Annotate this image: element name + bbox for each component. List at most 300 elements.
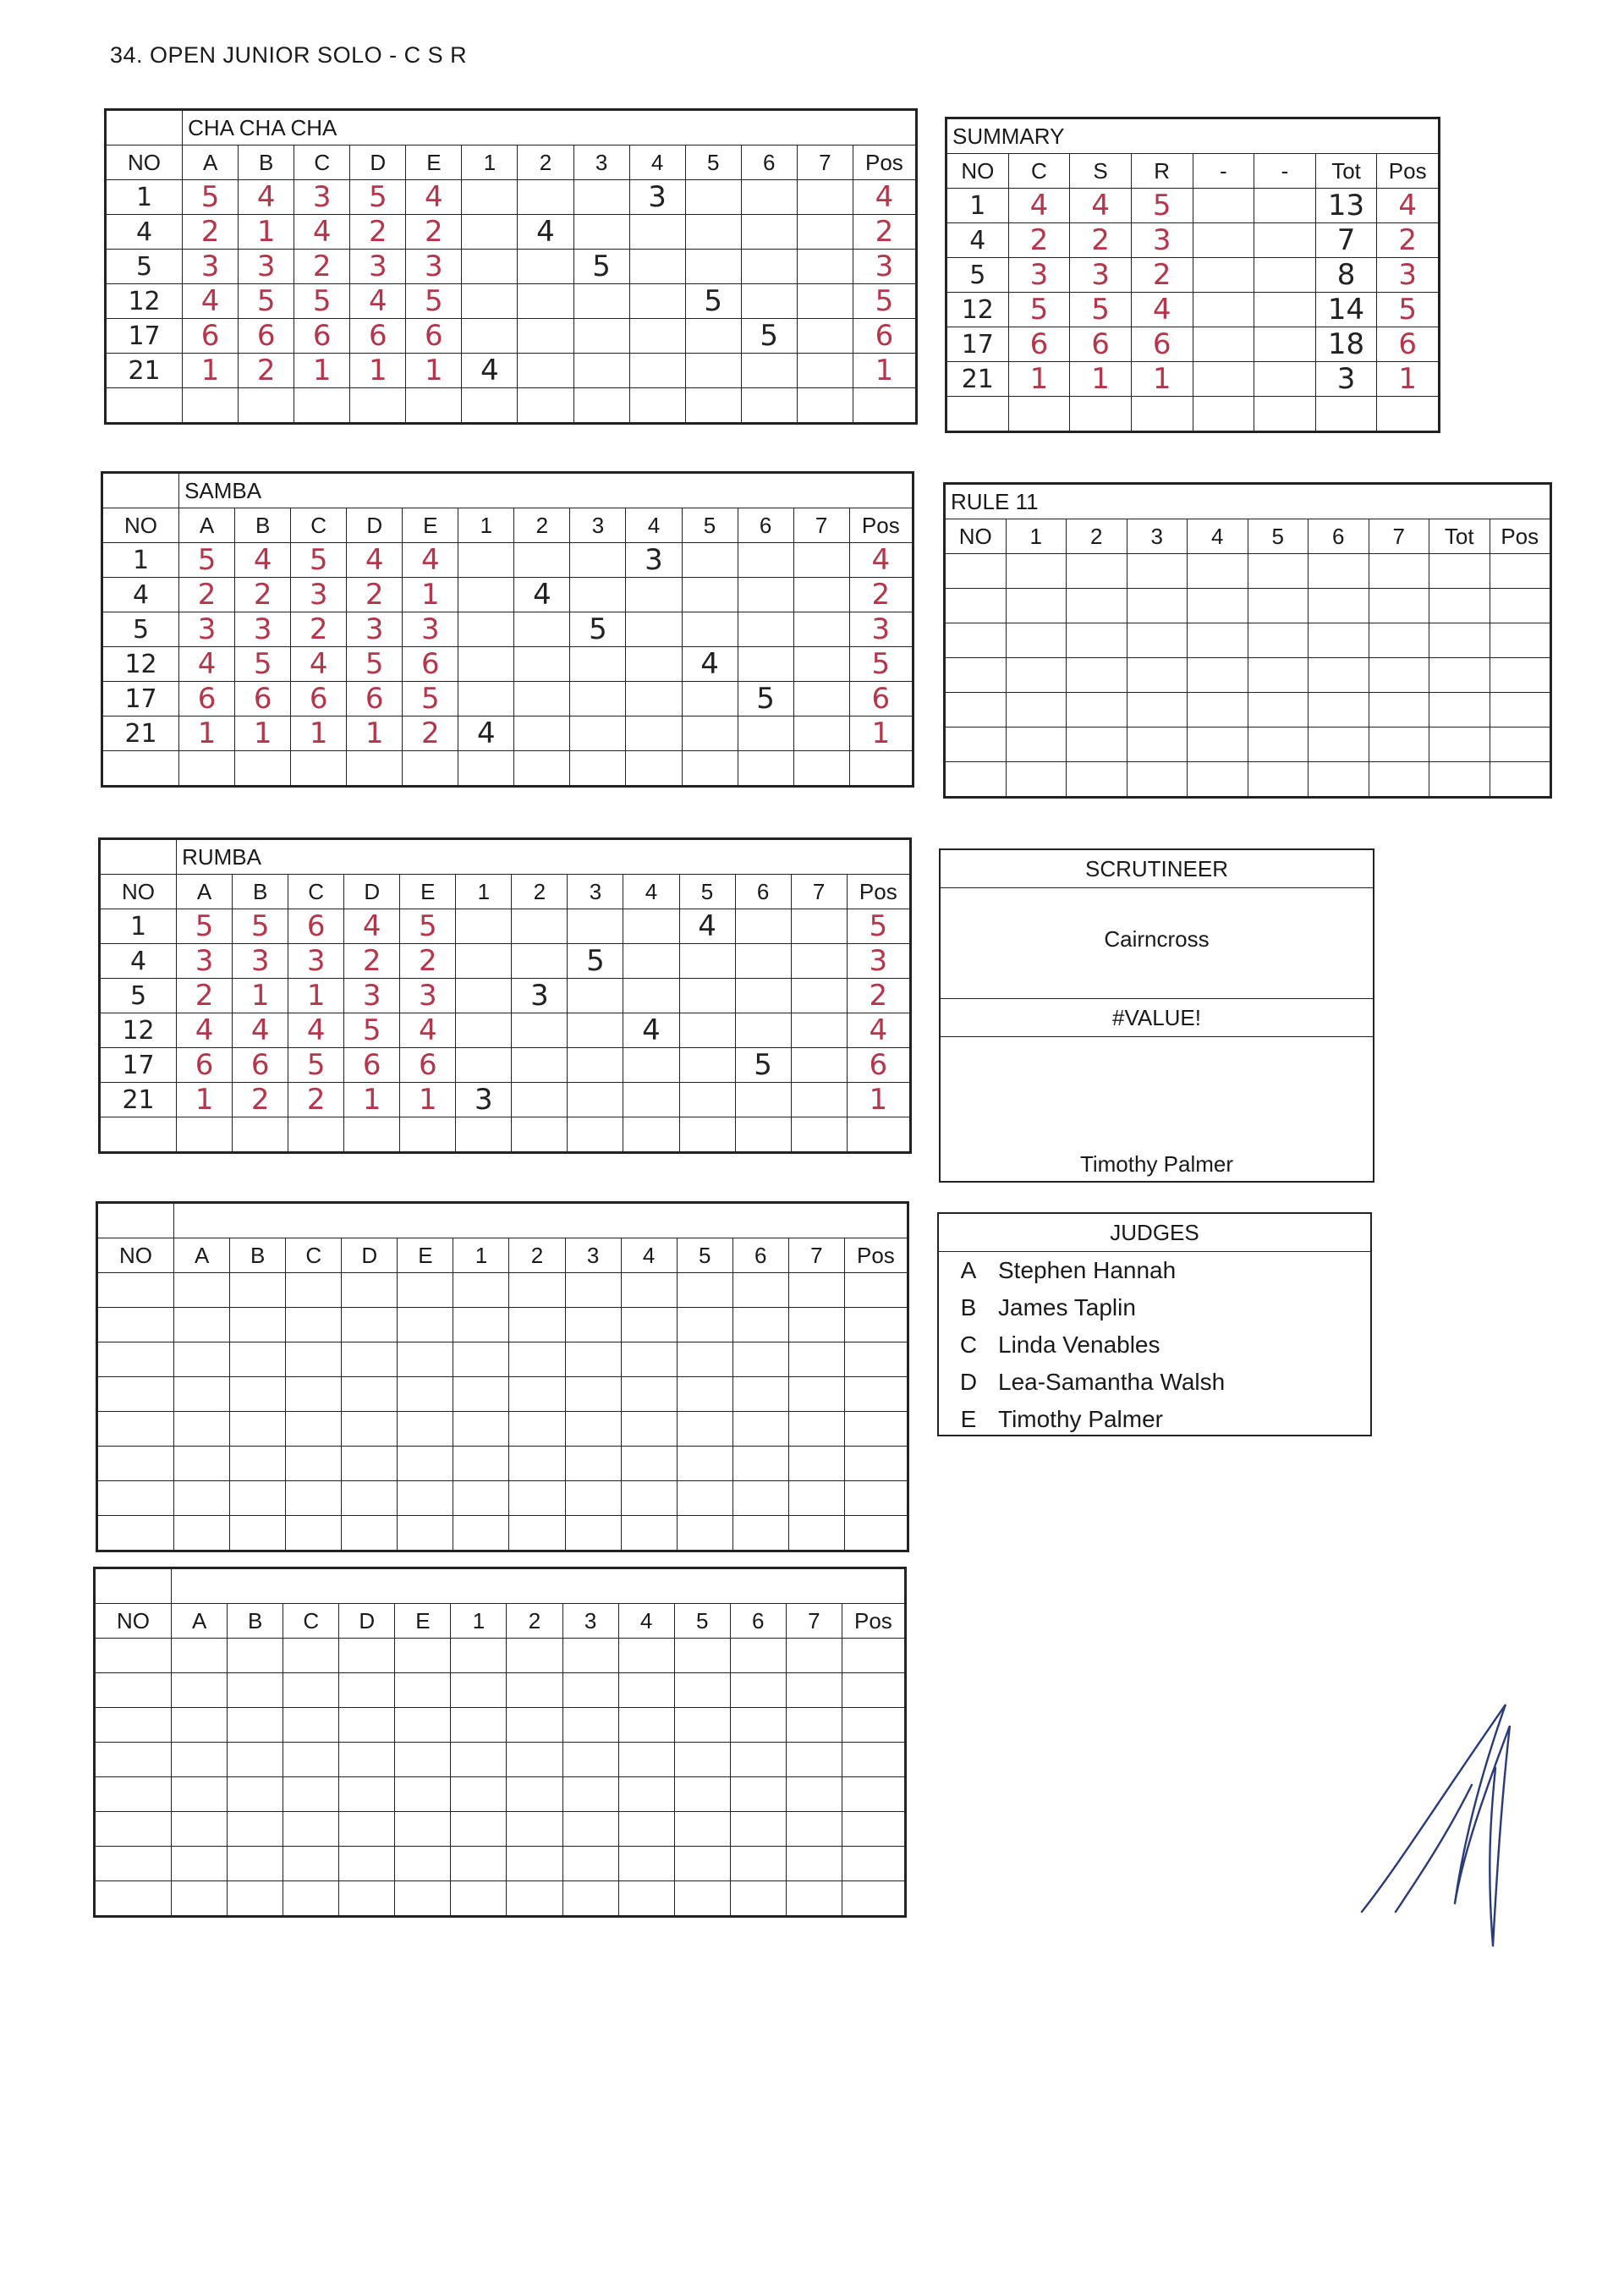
dance-placing: 6 xyxy=(1070,327,1132,362)
column-header: D xyxy=(342,1238,398,1273)
empty-cell xyxy=(1193,327,1254,362)
empty-cell xyxy=(172,1708,228,1743)
empty-cell xyxy=(685,180,741,215)
scrutineer-signer: Timothy Palmer xyxy=(1079,1151,1234,1177)
judge-mark: 6 xyxy=(233,1048,288,1083)
column-header: 5 xyxy=(1248,519,1309,554)
judge-mark: 2 xyxy=(235,578,291,612)
table-row xyxy=(107,250,916,284)
empty-cell xyxy=(1309,554,1369,589)
empty-cell xyxy=(842,1673,904,1708)
table-row xyxy=(96,1777,905,1812)
judge-letter: B xyxy=(960,1294,977,1320)
empty-cell xyxy=(946,658,1007,693)
empty-cell xyxy=(735,979,791,1013)
column-header: NO xyxy=(101,875,177,909)
empty-cell xyxy=(98,1412,174,1447)
empty-cell xyxy=(514,612,570,647)
empty-cell xyxy=(507,1673,562,1708)
judge-mark: 4 xyxy=(294,215,350,250)
empty-cell xyxy=(573,215,629,250)
table-row xyxy=(107,284,916,319)
judges-heading: JUDGES xyxy=(939,1214,1370,1252)
empty-cell xyxy=(453,1516,509,1551)
empty-cell xyxy=(791,909,847,944)
empty-cell xyxy=(685,319,741,354)
empty-cell xyxy=(844,1481,907,1516)
judge-mark: 1 xyxy=(179,717,235,751)
empty-cell xyxy=(573,388,629,423)
majority-count: 3 xyxy=(629,180,685,215)
empty-cell xyxy=(842,1881,904,1916)
empty-cell xyxy=(228,1673,283,1708)
empty-cell xyxy=(458,682,514,717)
empty-cell xyxy=(283,1743,339,1777)
empty-cell xyxy=(456,1013,512,1048)
empty-cell xyxy=(453,1447,509,1481)
table-row xyxy=(101,909,910,944)
empty-cell xyxy=(730,1708,786,1743)
total: 7 xyxy=(1315,223,1377,258)
judge-mark: 1 xyxy=(291,717,347,751)
empty-cell xyxy=(1254,223,1316,258)
table-row xyxy=(98,1412,908,1447)
empty-cell xyxy=(1006,762,1067,797)
empty-cell xyxy=(1309,727,1369,762)
couple-number: 4 xyxy=(103,578,179,612)
dance-table-rumba xyxy=(98,837,912,1154)
empty-cell xyxy=(1369,762,1429,797)
empty-cell xyxy=(788,1377,844,1412)
dance-placing: 3 xyxy=(1070,258,1132,293)
empty-cell xyxy=(339,1812,395,1847)
final-placing: 5 xyxy=(1377,293,1439,327)
column-header: 5 xyxy=(677,1238,732,1273)
placing: 2 xyxy=(847,979,909,1013)
judge-mark: 4 xyxy=(400,1013,456,1048)
couple-number: 21 xyxy=(107,354,183,388)
empty-cell xyxy=(618,1881,674,1916)
empty-cell xyxy=(565,1481,621,1516)
empty-cell xyxy=(398,1377,453,1412)
judge-mark: 5 xyxy=(294,284,350,319)
empty-cell xyxy=(288,1117,344,1152)
judge-entry xyxy=(939,1364,1370,1401)
judge-mark: 1 xyxy=(177,1083,233,1117)
empty-cell xyxy=(732,1447,788,1481)
empty-cell xyxy=(398,1481,453,1516)
column-header: Pos xyxy=(1377,154,1439,189)
empty-cell xyxy=(682,543,738,578)
empty-cell xyxy=(629,284,685,319)
empty-cell xyxy=(1006,589,1067,623)
judge-mark: 6 xyxy=(235,682,291,717)
empty-cell xyxy=(623,1083,679,1117)
judge-mark: 2 xyxy=(294,250,350,284)
empty-cell xyxy=(679,1048,735,1083)
empty-cell xyxy=(509,1273,565,1308)
empty-cell xyxy=(946,623,1007,658)
couple-number: 4 xyxy=(101,944,177,979)
empty-cell xyxy=(685,388,741,423)
column-header: 1 xyxy=(451,1604,507,1639)
judge-mark: 2 xyxy=(291,612,347,647)
empty-cell xyxy=(730,1777,786,1812)
dance-table-samba xyxy=(101,471,914,788)
empty-cell xyxy=(453,1377,509,1412)
empty-cell xyxy=(344,1117,400,1152)
column-header: 3 xyxy=(1127,519,1188,554)
judge-entry xyxy=(939,1289,1370,1326)
empty-cell xyxy=(230,1516,286,1551)
scrutineer-name: Cairncross xyxy=(1104,926,1210,952)
empty-cell xyxy=(791,979,847,1013)
empty-cell xyxy=(1188,623,1248,658)
empty-cell xyxy=(565,1516,621,1551)
column-header: C xyxy=(288,875,344,909)
empty-cell xyxy=(451,1881,507,1916)
empty-cell xyxy=(853,388,915,423)
empty-cell xyxy=(788,1273,844,1308)
empty-cell xyxy=(946,727,1007,762)
empty-cell xyxy=(1070,397,1132,431)
empty-cell xyxy=(96,1673,172,1708)
empty-cell xyxy=(844,1308,907,1342)
column-header: NO xyxy=(98,1238,174,1273)
empty-cell xyxy=(847,1117,909,1152)
judge-mark: 2 xyxy=(347,578,403,612)
couple-number: 17 xyxy=(107,319,183,354)
judge-letter: E xyxy=(960,1406,977,1432)
judge-mark: 3 xyxy=(235,612,291,647)
couple-number: 4 xyxy=(947,223,1009,258)
empty-cell xyxy=(629,354,685,388)
empty-cell xyxy=(565,1273,621,1308)
empty-cell xyxy=(735,1117,791,1152)
empty-cell xyxy=(677,1447,732,1481)
empty-cell xyxy=(286,1516,342,1551)
empty-cell xyxy=(1254,397,1316,431)
judge-mark: 1 xyxy=(400,1083,456,1117)
empty-cell xyxy=(842,1708,904,1743)
rule11-table xyxy=(943,482,1552,799)
empty-cell xyxy=(797,284,853,319)
judge-mark: 3 xyxy=(177,944,233,979)
empty-cell xyxy=(735,1083,791,1117)
empty-cell xyxy=(1248,658,1309,693)
couple-number: 5 xyxy=(103,612,179,647)
empty-cell xyxy=(1067,554,1127,589)
empty-cell xyxy=(1006,623,1067,658)
judge-mark: 1 xyxy=(235,717,291,751)
empty-cell xyxy=(1490,762,1550,797)
empty-cell xyxy=(514,717,570,751)
empty-cell xyxy=(514,751,570,786)
empty-cell xyxy=(741,215,797,250)
couple-number: 5 xyxy=(947,258,1009,293)
empty-cell xyxy=(674,1639,730,1673)
empty-cell xyxy=(1006,658,1067,693)
column-header: 2 xyxy=(507,1604,562,1639)
empty-cell xyxy=(674,1673,730,1708)
placing: 1 xyxy=(849,717,912,751)
empty-cell xyxy=(797,215,853,250)
corner-cell xyxy=(101,840,177,875)
column-header: S xyxy=(1070,154,1132,189)
empty-cell xyxy=(786,1847,842,1881)
empty-cell xyxy=(1429,554,1490,589)
rule11-grid xyxy=(945,484,1550,797)
empty-cell xyxy=(1369,554,1429,589)
empty-cell xyxy=(96,1708,172,1743)
judge-mark: 3 xyxy=(294,180,350,215)
table-row xyxy=(96,1639,905,1673)
empty-cell xyxy=(1193,293,1254,327)
judge-mark: 1 xyxy=(403,578,458,612)
empty-cell xyxy=(172,1847,228,1881)
empty-cell xyxy=(1254,327,1316,362)
empty-cell xyxy=(1369,693,1429,727)
empty-cell xyxy=(339,1708,395,1743)
majority-count: 4 xyxy=(462,354,518,388)
empty-cell xyxy=(562,1881,618,1916)
judge-mark: 1 xyxy=(294,354,350,388)
scrutineer-heading: SCRUTINEER xyxy=(941,850,1373,888)
empty-cell xyxy=(456,944,512,979)
empty-cell xyxy=(1127,727,1188,762)
column-header: C xyxy=(291,508,347,543)
judge-mark: 4 xyxy=(179,647,235,682)
judge-mark: 6 xyxy=(294,319,350,354)
empty-cell xyxy=(626,578,682,612)
empty-cell xyxy=(674,1777,730,1812)
empty-cell xyxy=(174,1447,230,1481)
judge-mark: 5 xyxy=(350,180,406,215)
empty-cell xyxy=(1067,658,1127,693)
empty-cell xyxy=(462,388,518,423)
empty-cell xyxy=(395,1777,451,1812)
judge-mark: 4 xyxy=(350,284,406,319)
column-header: 5 xyxy=(685,145,741,180)
empty-cell xyxy=(98,1516,174,1551)
empty-cell xyxy=(562,1639,618,1673)
table-row xyxy=(103,647,913,682)
couple-number: 17 xyxy=(103,682,179,717)
column-header: 6 xyxy=(1309,519,1369,554)
judge-name: Stephen Hannah xyxy=(998,1257,1177,1283)
judge-mark: 6 xyxy=(177,1048,233,1083)
empty-cell xyxy=(1193,189,1254,223)
empty-cell xyxy=(283,1777,339,1812)
column-header: B xyxy=(235,508,291,543)
empty-cell xyxy=(1490,693,1550,727)
couple-number: 21 xyxy=(947,362,1009,397)
empty-cell xyxy=(462,250,518,284)
empty-cell xyxy=(730,1812,786,1847)
empty-cell xyxy=(507,1777,562,1812)
couple-number: 1 xyxy=(107,180,183,215)
couple-number: 12 xyxy=(947,293,1009,327)
judge-mark: 6 xyxy=(179,682,235,717)
judge-mark: 4 xyxy=(347,543,403,578)
column-header: B xyxy=(233,875,288,909)
empty-cell xyxy=(512,944,568,979)
empty-cell xyxy=(342,1481,398,1516)
empty-cell xyxy=(453,1308,509,1342)
empty-cell xyxy=(1490,554,1550,589)
empty-cell xyxy=(228,1777,283,1812)
corner-cell xyxy=(98,1204,174,1238)
empty-cell xyxy=(565,1447,621,1481)
empty-cell xyxy=(1131,397,1193,431)
column-header: Pos xyxy=(842,1604,904,1639)
empty-cell xyxy=(797,388,853,423)
empty-cell xyxy=(1193,397,1254,431)
column-header: Pos xyxy=(844,1238,907,1273)
dance-name xyxy=(174,1204,908,1238)
empty-cell xyxy=(512,1117,568,1152)
empty-cell xyxy=(96,1812,172,1847)
majority-count: 4 xyxy=(679,909,735,944)
couple-number: 21 xyxy=(103,717,179,751)
placing: 4 xyxy=(853,180,915,215)
column-header: 2 xyxy=(518,145,573,180)
empty-cell xyxy=(730,1881,786,1916)
final-placing: 6 xyxy=(1377,327,1439,362)
couple-number: 12 xyxy=(101,1013,177,1048)
empty-cell xyxy=(1248,554,1309,589)
empty-cell xyxy=(230,1447,286,1481)
empty-cell xyxy=(844,1412,907,1447)
empty-cell xyxy=(1067,623,1127,658)
summary-grid xyxy=(946,118,1439,431)
empty-cell xyxy=(786,1743,842,1777)
table-row xyxy=(101,1048,910,1083)
empty-cell xyxy=(1067,693,1127,727)
judge-mark: 6 xyxy=(291,682,347,717)
column-header: 2 xyxy=(514,508,570,543)
empty-cell xyxy=(462,215,518,250)
column-header: 2 xyxy=(512,875,568,909)
judge-mark: 5 xyxy=(239,284,294,319)
table-row xyxy=(107,180,916,215)
empty-cell xyxy=(228,1881,283,1916)
empty-cell xyxy=(451,1812,507,1847)
judge-mark: 5 xyxy=(179,543,235,578)
column-header: NO xyxy=(96,1604,172,1639)
judge-mark: 5 xyxy=(347,647,403,682)
empty-cell xyxy=(96,1881,172,1916)
empty-cell xyxy=(623,909,679,944)
table-row xyxy=(98,1377,908,1412)
empty-cell xyxy=(456,1117,512,1152)
empty-cell xyxy=(101,1117,177,1152)
empty-cell xyxy=(283,1673,339,1708)
judge-mark: 4 xyxy=(177,1013,233,1048)
empty-cell xyxy=(400,1117,456,1152)
column-header: B xyxy=(228,1604,283,1639)
empty-cell xyxy=(562,1777,618,1812)
column-header: A xyxy=(177,875,233,909)
sheet-title: 34. OPEN JUNIOR SOLO - C S R xyxy=(110,42,468,68)
empty-cell xyxy=(677,1412,732,1447)
empty-cell xyxy=(573,354,629,388)
empty-cell xyxy=(1490,589,1550,623)
column-header: D xyxy=(344,875,400,909)
column-header: A xyxy=(172,1604,228,1639)
empty-cell xyxy=(1309,762,1369,797)
empty-cell xyxy=(741,180,797,215)
empty-cell xyxy=(1188,693,1248,727)
empty-cell xyxy=(283,1812,339,1847)
column-header: B xyxy=(230,1238,286,1273)
empty-cell xyxy=(395,1639,451,1673)
dance-grid xyxy=(106,110,916,423)
empty-cell xyxy=(1188,554,1248,589)
empty-cell xyxy=(621,1308,677,1342)
empty-cell xyxy=(1127,658,1188,693)
empty-cell xyxy=(451,1777,507,1812)
empty-cell xyxy=(286,1481,342,1516)
empty-cell xyxy=(98,1447,174,1481)
column-header: A xyxy=(183,145,239,180)
empty-cell xyxy=(738,751,793,786)
judge-entry xyxy=(939,1326,1370,1364)
judge-mark: 3 xyxy=(291,578,347,612)
empty-cell xyxy=(507,1847,562,1881)
empty-cell xyxy=(621,1377,677,1412)
total: 14 xyxy=(1315,293,1377,327)
column-header: 2 xyxy=(1067,519,1127,554)
empty-cell xyxy=(570,717,626,751)
final-placing: 1 xyxy=(1377,362,1439,397)
empty-cell xyxy=(568,1117,623,1152)
empty-cell xyxy=(230,1412,286,1447)
empty-cell xyxy=(786,1673,842,1708)
judge-name: Lea-Samantha Walsh xyxy=(998,1369,1226,1395)
empty-cell xyxy=(1127,589,1188,623)
empty-cell xyxy=(629,319,685,354)
empty-cell xyxy=(103,751,179,786)
empty-cell xyxy=(509,1308,565,1342)
empty-cell xyxy=(621,1412,677,1447)
empty-cell xyxy=(621,1273,677,1308)
empty-cell xyxy=(339,1847,395,1881)
empty-cell xyxy=(339,1743,395,1777)
judge-mark: 1 xyxy=(233,979,288,1013)
empty-cell xyxy=(791,1117,847,1152)
judge-mark: 5 xyxy=(233,909,288,944)
judge-mark: 6 xyxy=(347,682,403,717)
empty-cell xyxy=(685,250,741,284)
empty-cell xyxy=(1490,658,1550,693)
judge-mark: 6 xyxy=(350,319,406,354)
empty-cell xyxy=(458,612,514,647)
empty-cell xyxy=(395,1812,451,1847)
placing: 3 xyxy=(849,612,912,647)
empty-cell xyxy=(849,751,912,786)
placing: 4 xyxy=(849,543,912,578)
judge-letter: A xyxy=(960,1257,977,1283)
empty-cell xyxy=(741,250,797,284)
column-header: 4 xyxy=(623,875,679,909)
empty-cell xyxy=(398,1308,453,1342)
column-header: NO xyxy=(947,154,1009,189)
empty-cell xyxy=(398,1516,453,1551)
column-header: D xyxy=(347,508,403,543)
majority-count: 3 xyxy=(456,1083,512,1117)
empty-cell xyxy=(228,1847,283,1881)
